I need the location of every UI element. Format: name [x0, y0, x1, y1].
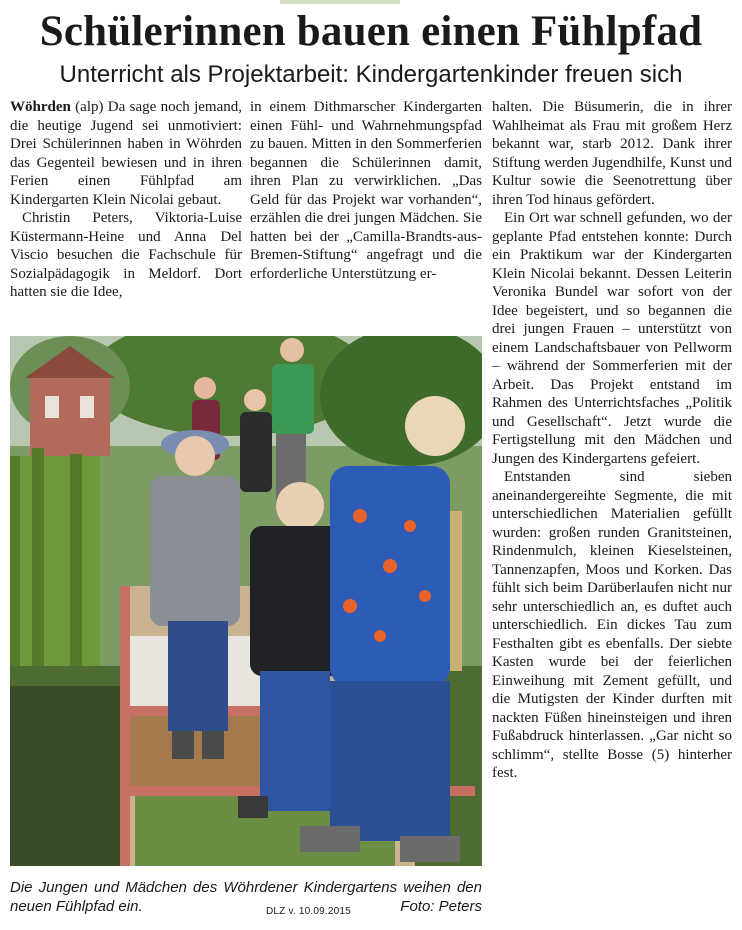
paragraph: Entstanden sind sieben aneinandergereihte Segmente, die mit unterschiedlichen Materialien gefüllt wurden: großen runden Granitsteinen, Rindenmulch, kleinen Kieselsteinen, Tannenzapfen, Moos und Korken. Das fühlt sich beim Darüberlaufen nicht nur sehr unterschiedlich an, es duftet auch unterschiedlich. Ein dickes Tau zum Festhalten gibt es ebenfalls. Der siebte Kasten wurde bei der feierlichen Einweihung mit Zement gefüllt, und die Mutigsten der Kinder durften mit nackten Füßen hineinsteigen und ihren Fußabdruck hinterlassen. „Gar nicht so schlimm“, stellte Bosse (5) hinterher fest. — [492, 469, 732, 781]
paragraph-text: (alp) Da sage noch jemand, die heutige Jugend sei unmotiviert: Drei Schülerinnen haben in Wöhrden das Gegenteil bewiesen und in ihren Ferien einen Fühlpfad am Kindergarten Klein Nicolai gebaut. — [10, 99, 242, 208]
paragraph: Ein Ort war schnell gefunden, wo der geplante Pfad entstehen konnte: Durch ein Praktikum war der Kindergarten Klein Nicolai bekannt. Dessen Leiterin Veronika Bundel war sofort von der Idee begeistert, und so begannen die drei jungen Frauen – unterstützt von einem Landschaftsbauer von Pellworm – während der Sommerferien mit der Arbeit. Das Projekt entstand im Rahmen des Unterrichtsfaches „Politik und Gesellschaft“. Jetzt wurde die Fertigstellung mit den Mädchen und Jungen des Kindergartens gefeiert. — [492, 210, 732, 467]
article-photo — [10, 336, 482, 866]
paragraph: halten. Die Büsumerin, die in ihrer Wahlheimat als Frau mit großem Herz bekannt war, starb 2012. Dank ihrer Stiftung werden Jugendhilfe, Kunst und Kultur sowie die Seenotrettung über ihren Tod hinaus gefördert. — [492, 99, 732, 208]
dateline: Wöhrden — [10, 99, 71, 115]
top-accent-bar — [280, 0, 400, 4]
caption-text: Die Jungen und Mädchen des Wöhrdener Kindergartens weihen den neuen Fühlpfad ein. — [10, 879, 482, 915]
headline: Schülerinnen bauen einen Fühlpfad — [39, 8, 703, 55]
paragraph: in einem Dithmarscher Kindergarten einen Fühl- und Wahrnehmungspfad zu bauen. Mitten in den Sommerferien begannen die Schülerinnen damit, ihren Plan zu verwirklichen. „Das Geld für das Projekt war vorhanden“, erzählen die drei jungen Mädchen. Sie hatten bei der „Camilla-Brandts-aus-Bremen-Stiftung“ angefragt und die erforderliche Unterstützung er- — [250, 99, 482, 282]
subheadline: Unterricht als Projektarbeit: Kindergartenkinder freuen sich — [59, 61, 683, 88]
photo-credit: Foto: Peters — [400, 898, 482, 915]
photo-caption — [10, 878, 482, 916]
article-column-3 — [492, 98, 732, 783]
paragraph — [10, 98, 242, 209]
article-column-1 — [10, 98, 242, 302]
paragraph: Christin Peters, Viktoria-Luise Küstermann-Heine und Anna Del Viscio besuchen die Fachschule für Sozialpädagogik in Meldorf. Dort hatten sie die Idee, — [10, 210, 242, 300]
source-label: DLZ v. 10.09.2015 — [266, 906, 351, 917]
article-column-2 — [250, 98, 482, 283]
